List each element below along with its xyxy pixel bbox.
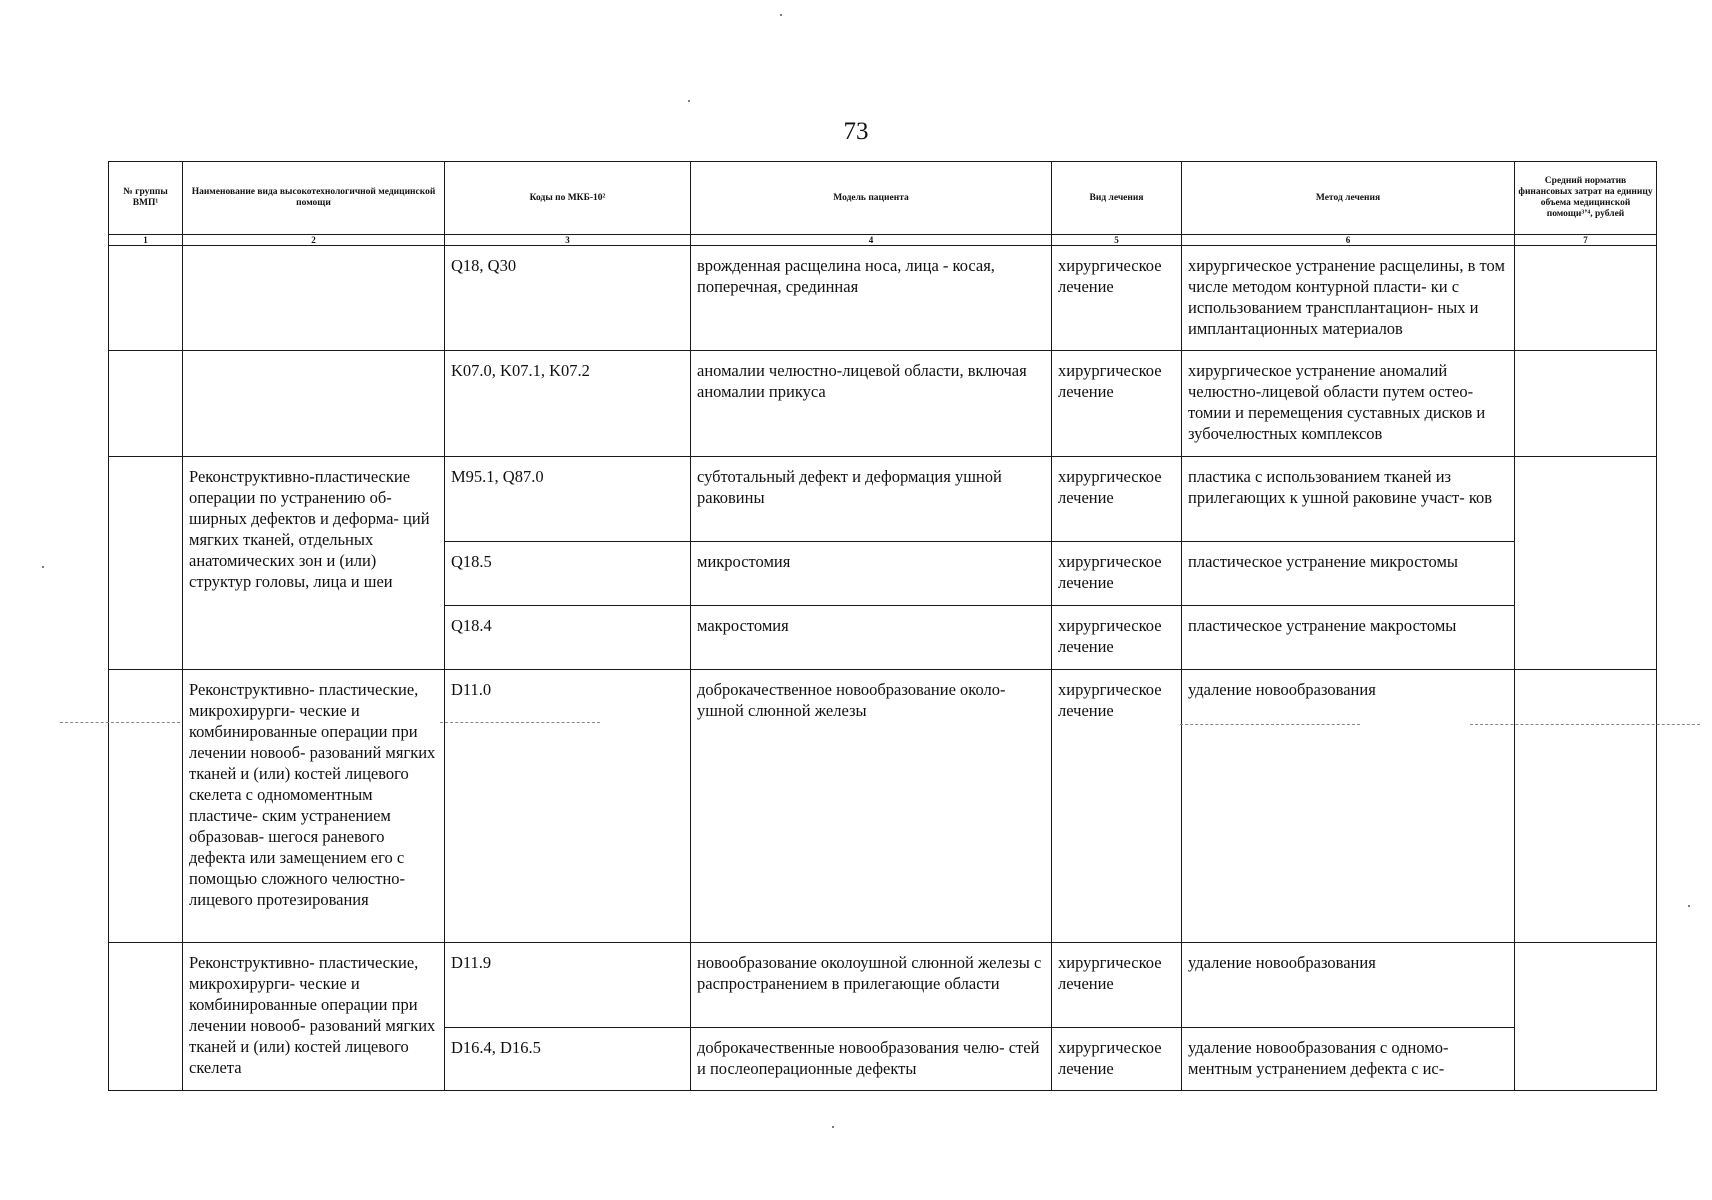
scan-speck (1688, 905, 1690, 907)
cost-norm-cell (1515, 351, 1657, 457)
scan-artifact-line (1180, 724, 1360, 725)
icd-codes-cell: D16.4, D16.5 (445, 1028, 691, 1091)
patient-model-cell: врожденная расщелина носа, лица - косая, поперечная, срединная (691, 246, 1052, 351)
treatment-type-cell: хирургическое лечение (1052, 606, 1182, 670)
group-number-cell (109, 246, 183, 351)
care-type-cell: Реконструктивно-пластические операции по устранению об- ширных дефектов и деформа- ций мягких тканей, отдельных анатомических зон и (или) структур головы, лица и шеи (183, 457, 445, 670)
group-number-cell (109, 457, 183, 670)
icd-codes-cell: K07.0, K07.1, K07.2 (445, 351, 691, 457)
cost-norm-cell (1515, 457, 1657, 670)
table-row (109, 457, 1657, 542)
header-treatment-type: Вид лечения (1052, 162, 1182, 235)
group-number-cell (109, 943, 183, 1091)
treatment-type-cell: хирургическое лечение (1052, 246, 1182, 351)
icd-codes-cell: D11.9 (445, 943, 691, 1028)
patient-model-cell: новообразование околоушной слюнной железы с распространением в прилегающие области (691, 943, 1052, 1028)
column-number: 1 (109, 235, 183, 246)
treatment-method-cell: хирургическое устранение аномалий челюстно-лицевой области путем остео- томии и перемещения суставных дисков и зубочелюстных комплексов (1182, 351, 1515, 457)
treatment-method-cell: пластическое устранение микростомы (1182, 542, 1515, 606)
table-row (109, 943, 1657, 1028)
table-row (109, 246, 1657, 351)
header-patient-model: Модель пациента (691, 162, 1052, 235)
header-treatment-method: Метод лечения (1182, 162, 1515, 235)
patient-model-cell: субтотальный дефект и деформация ушной раковины (691, 457, 1052, 542)
cost-norm-cell (1515, 670, 1657, 943)
column-number: 3 (445, 235, 691, 246)
scan-speck (42, 566, 44, 568)
treatment-type-cell: хирургическое лечение (1052, 457, 1182, 542)
scan-speck (688, 100, 690, 102)
patient-model-cell: макростомия (691, 606, 1052, 670)
column-number: 2 (183, 235, 445, 246)
care-type-cell (183, 351, 445, 457)
group-number-cell (109, 351, 183, 457)
care-type-cell: Реконструктивно- пластические, микрохирурги- ческие и комбинированные операции при лечении новооб- разований мягких тканей и (или) костей лицевого скелета с одномоментным пластиче- ским устранением образовав- шегося раневого дефекта или замещением его с помощью сложного челюстно-лицевого протезирования (183, 670, 445, 943)
scan-speck (832, 1126, 834, 1128)
treatment-method-cell: удаление новообразования (1182, 670, 1515, 943)
care-type-cell: Реконструктивно- пластические, микрохирурги- ческие и комбинированные операции при лечении новооб- разований мягких тканей и (или) костей лицевого скелета (183, 943, 445, 1091)
column-number: 6 (1182, 235, 1515, 246)
treatment-method-cell: удаление новообразования (1182, 943, 1515, 1028)
page-number: 73 (843, 118, 869, 145)
column-number: 5 (1052, 235, 1182, 246)
header-icd-codes: Коды по МКБ-10² (445, 162, 691, 235)
treatment-method-cell: пластическое устранение макростомы (1182, 606, 1515, 670)
header-group-number: № группы ВМП¹ (109, 162, 183, 235)
cost-norm-cell (1515, 246, 1657, 351)
table-row (109, 670, 1657, 943)
cost-norm-cell (1515, 943, 1657, 1091)
scan-artifact-line (440, 722, 600, 723)
icd-codes-cell: Q18.5 (445, 542, 691, 606)
scan-artifact-line (1470, 724, 1700, 725)
vmp-table (108, 161, 1657, 1091)
treatment-method-cell: пластика с использованием тканей из прилегающих к ушной раковине участ- ков (1182, 457, 1515, 542)
patient-model-cell: доброкачественное новообразование около- ушной слюнной железы (691, 670, 1052, 943)
column-number: 4 (691, 235, 1052, 246)
header-cost-norm: Средний норматив финансовых затрат на единицу объема медицинской помощи³ʼ⁴, рублей (1515, 162, 1657, 235)
patient-model-cell: доброкачественные новообразования челю- стей и послеоперационные дефекты (691, 1028, 1052, 1091)
table-row (109, 351, 1657, 457)
column-number-row (109, 235, 1657, 246)
treatment-type-cell: хирургическое лечение (1052, 542, 1182, 606)
scan-speck (780, 14, 782, 16)
treatment-type-cell: хирургическое лечение (1052, 943, 1182, 1028)
icd-codes-cell: Q18, Q30 (445, 246, 691, 351)
treatment-type-cell: хирургическое лечение (1052, 1028, 1182, 1091)
icd-codes-cell: M95.1, Q87.0 (445, 457, 691, 542)
column-number: 7 (1515, 235, 1657, 246)
group-number-cell (109, 670, 183, 943)
patient-model-cell: аномалии челюстно-лицевой области, включая аномалии прикуса (691, 351, 1052, 457)
patient-model-cell: микростомия (691, 542, 1052, 606)
icd-codes-cell: D11.0 (445, 670, 691, 943)
treatment-type-cell: хирургическое лечение (1052, 351, 1182, 457)
header-care-type: Наименование вида высокотехнологичной медицинской помощи (183, 162, 445, 235)
treatment-method-cell: хирургическое устранение расщелины, в том числе методом контурной пласти- ки с использованием трансплантацион- ных и имплантационных материалов (1182, 246, 1515, 351)
care-type-cell (183, 246, 445, 351)
treatment-method-cell: удаление новообразования с одномо- ментным устранением дефекта с ис- (1182, 1028, 1515, 1091)
header-row (109, 162, 1657, 235)
icd-codes-cell: Q18.4 (445, 606, 691, 670)
treatment-type-cell: хирургическое лечение (1052, 670, 1182, 943)
scan-artifact-line (60, 722, 180, 723)
